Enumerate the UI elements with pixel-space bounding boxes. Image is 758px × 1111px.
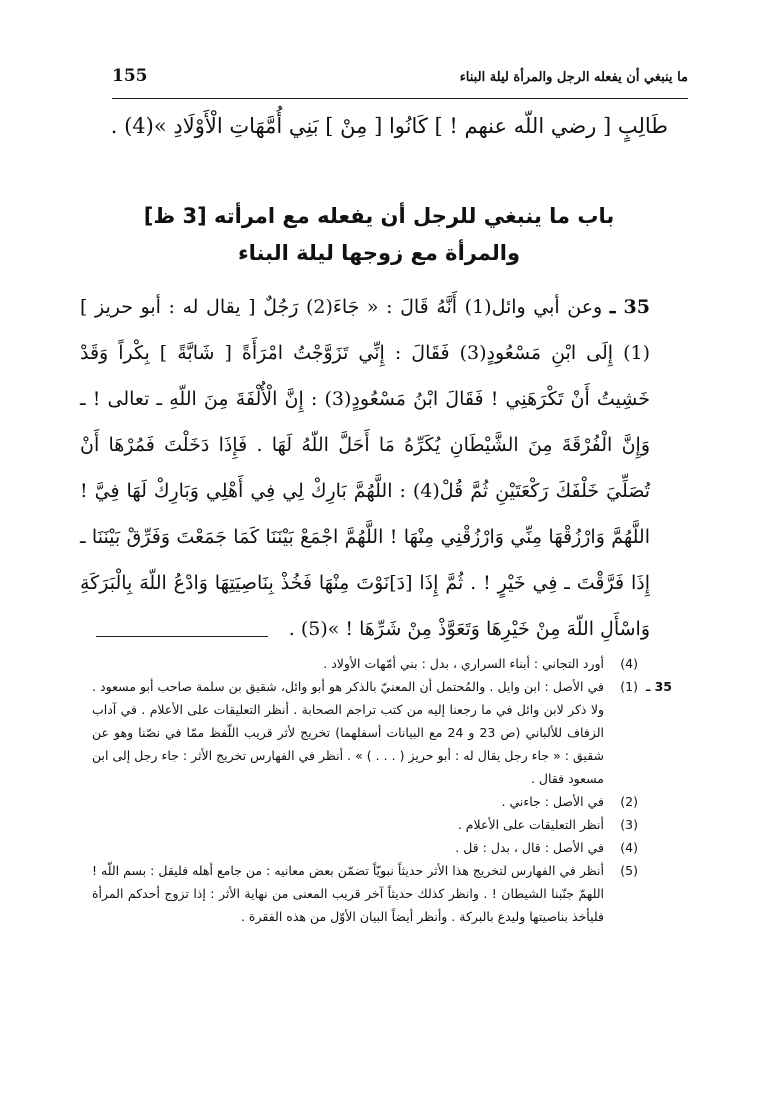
hadith-number: 35 ـ [609, 296, 650, 318]
running-head: ما ينبغي أن يفعله الرجل والمرأة ليلة البناء [459, 70, 688, 85]
footnote-text: في الأصل : قال ، بدل : قل . [455, 840, 604, 855]
footnote-text: أنظر التعليقات على الأعلام . [457, 817, 604, 832]
footnote-marker: (3) [620, 817, 638, 832]
chapter-title-line-2: والمرأة مع زوجها ليلة البناء [237, 241, 521, 265]
footnotes [92, 652, 672, 928]
footnote-item [92, 836, 672, 859]
continuation-line: طَالِبٍ [ رضي اللّه عنهم ! ] كَانُوا [ مِنْ ] بَنِي أُمَّهَاتِ الْأَوْلَادِ »(4) . [110, 114, 668, 138]
footnote-item [92, 859, 672, 928]
footnote-marker: (2) [620, 794, 638, 809]
footnote-group-label: 35 ـ [645, 679, 672, 694]
chapter-title-line-1: باب ما ينبغي للرجل أن يفعله مع امرأته [3 ظ] [143, 204, 615, 228]
footnote-marker: (1) [620, 679, 638, 694]
footnote-item [92, 813, 672, 836]
footnote-text: في الأصل : جاءني . [501, 794, 604, 809]
footnote-item [92, 675, 672, 790]
hadith-text: وعن أبي وائل(1) أَنَّهُ قَالَ : « جَاءَ(2) رَجُلٌ [ يقال له : أبو حريز ](1) إِلَى ابْنِ مَسْعُودٍ(3) فَقَالَ : إِنِّي تَزَوَّجْتُ امْرَأَةً [ شَابَّةً ] بِكْراً وَقَدْ خَشِيتُ أَنْ تَكْرَهَنِي ! فَقَالَ ابْنُ مَسْعُودٍ(3) : إِنَّ الْأُلْفَةَ مِنَ اللّهِ ـ تعالى ! ـ وَإِنَّ الْفُرْقَةَ مِنَ الشَّيْطَانِ يُكَرِّهُ مَا أَحَلَّ اللّهُ لَهَا . فَإِذَا دَخَلْتَ فَمُرْهَا أَنْ تُصَلِّيَ خَلْفَكَ رَكْعَتَيْنِ ثُمَّ قُلْ(4) : اللَّهُمَّ بَارِكْ لِي فِي أَهْلِي وَبَارِكْ لَهَا فِيَّ ! اللَّهُمَّ وَارْزُقْهَا مِنِّي وَارْزُقْنِي مِنْهَا ! اللَّهُمَّ اجْمَعْ بَيْنَنَا كَمَا جَمَعْتَ وَفَرِّقْ بَيْنَنَا ـ إِذَا فَرَّقْتَ ـ فِي خَيْرٍ ! . ثُمَّ إِذَا [دَ]نَوْتَ مِنْهَا فَخُذْ بِنَاصِيَتِهَا وَادْعُ اللّهَ بِالْبَرَكَةِ وَاسْأَلِ اللّهَ مِنْ خَيْرِهَا وَتَعَوَّذْ مِنْ شَرِّهَا ! »(5) . [80, 296, 650, 640]
page-number: 155 [112, 66, 148, 86]
footnote-marker: (5) [620, 863, 638, 878]
chapter-title [100, 198, 658, 272]
footnote-text: أورد التجاني : أبناء السراري ، بدل : بني أمّهات الأولاد . [323, 656, 604, 671]
footnote-text: في الأصل : ابن وايل . والمُحتمل أن المعنيّ بالذكر هو أبو وائل، شقيق بن سلمة صاحب أبو مسعود . ولا ذكر لابن وائل في ما رجعنا إليه من كتب تراجم الصحابة . أنظر التعليقات على الأعلام . في آداب الزفاف للألباني (ص 23 و 24 مع البيانات أسفلهما) تخريج لأثر قريب اللّفظ ممّا في نصّنا وهو عن شقيق : « جاء رجل يقال له : أبو حريز ( . . . ) » . أنظر في الفهارس تخريج الأثر : جاء رجل إلى ابن مسعود فقال . [92, 679, 604, 786]
page-header [112, 64, 688, 104]
header-rule [112, 98, 688, 99]
footnote-item [92, 652, 672, 675]
footnote-text: أنظر في الفهارس لتخريج هذا الأثر حديثاً نبويّاً تضمّن بعض معانيه : من جامع أهله فليقل : بسم اللّه ! اللهمّ جنّبنا الشيطان ! . وانظر كذلك حديثاً آخر قريب المعنى من نهاية الأثر : إذا تزوج أحدكم المرأة فليأخذ بناصيتها وليدع بالبركة . وأنظر أيضاً البيان الأوّل من هذه الفقرة . [92, 863, 604, 924]
footnote-item [92, 790, 672, 813]
footnote-marker: (4) [620, 656, 638, 671]
footnote-marker: (4) [620, 840, 638, 855]
hadith-paragraph [80, 284, 650, 652]
footnote-rule [96, 636, 268, 637]
